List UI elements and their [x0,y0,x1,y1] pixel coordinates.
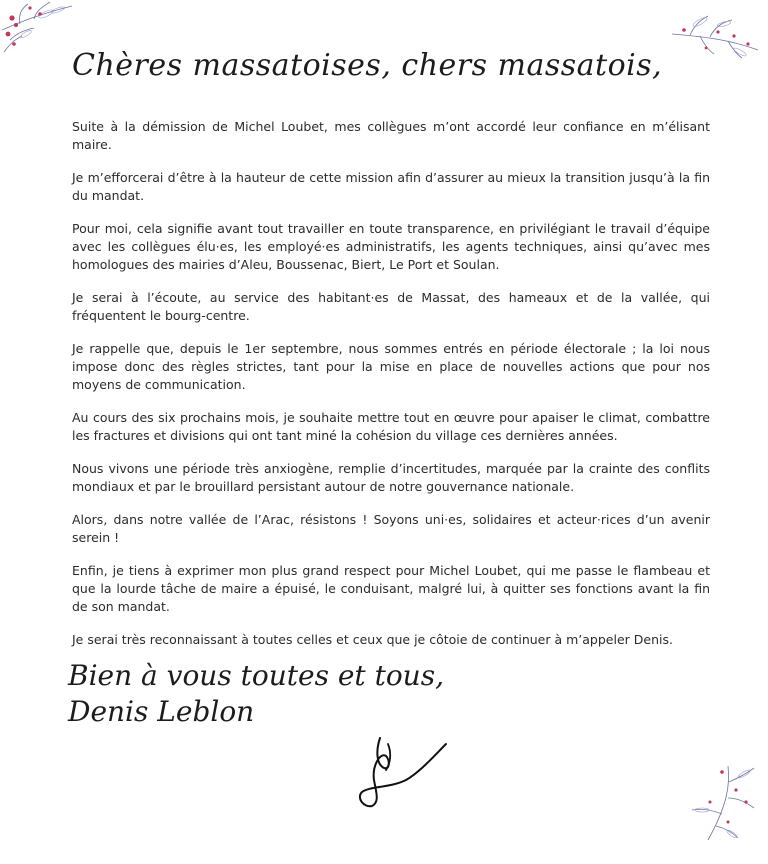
letter-paragraph: Nous vivons une période très anxiogène, remplie d’incertitudes, marquée par la crainte des conflits mondiaux et par le brouillard persistant autour de notre gouvernance nationale. [72,461,710,494]
handwritten-signature [350,730,450,810]
letter-paragraph: Au cours des six prochains mois, je souhaite mettre tout en œuvre pour apaiser le climat, combattre les fractures et divisions qui ont tant miné la cohésion du village ces dernières années. [72,410,710,443]
closing-salutation: Bien à vous toutes et tous, [68,659,444,692]
letter-paragraph: Je serai très reconnaissant à toutes celles et ceux que je côtoie de continuer à m’appeler Denis. [72,632,673,647]
letter-paragraph: Je rappelle que, depuis le 1er septembre, nous sommes entrés en période électorale ; la loi nous impose donc des règles strictes, tant pour la mise en place de nouvelles actions que pour nos moyens de communication. [72,341,710,392]
floral-branch-top-right-icon [670,10,760,60]
letter-paragraph: Pour moi, cela signifie avant tout travailler en toute transparence, en privilégiant le travail d’équipe avec les collègues élu·es, les employé·es administratifs, les agents techniques, ainsi qu’avec mes homologues des mairies d’Aleu, Boussenac, Biert, Le Port et Soulan. [72,221,710,272]
letter-paragraph: Je serai à l’écoute, au service des habitant·es de Massat, des hameaux et de la vallée, qui fréquentent le bourg-centre. [72,290,710,323]
letter-body [72,118,710,664]
floral-branch-top-left-icon [0,0,80,62]
letter-greeting: Chères massatoises, chers massatois, [72,48,663,83]
letter-paragraph: Alors, dans notre vallée de l’Arac, résistons ! Soyons uni·es, solidaires et acteur·rices d’un avenir serein ! [72,512,710,545]
letter-paragraph: Je m’efforcerai d’être à la hauteur de cette mission afin d’assurer au mieux la transition jusqu’à la fin du mandat. [72,170,710,203]
floral-branch-bottom-right-icon [688,764,758,844]
letter-paragraph: Suite à la démission de Michel Loubet, mes collègues m’ont accordé leur confiance en m’élisant maire. [72,119,710,152]
signer-name: Denis Leblon [68,695,255,728]
letter-closing [68,658,444,730]
letter-paragraph: Enfin, je tiens à exprimer mon plus grand respect pour Michel Loubet, qui me passe le flambeau et que la lourde tâche de maire a épuisé, le conduisant, malgré lui, à quitter ses fonctions avant la fin de son mandat. [72,563,710,614]
